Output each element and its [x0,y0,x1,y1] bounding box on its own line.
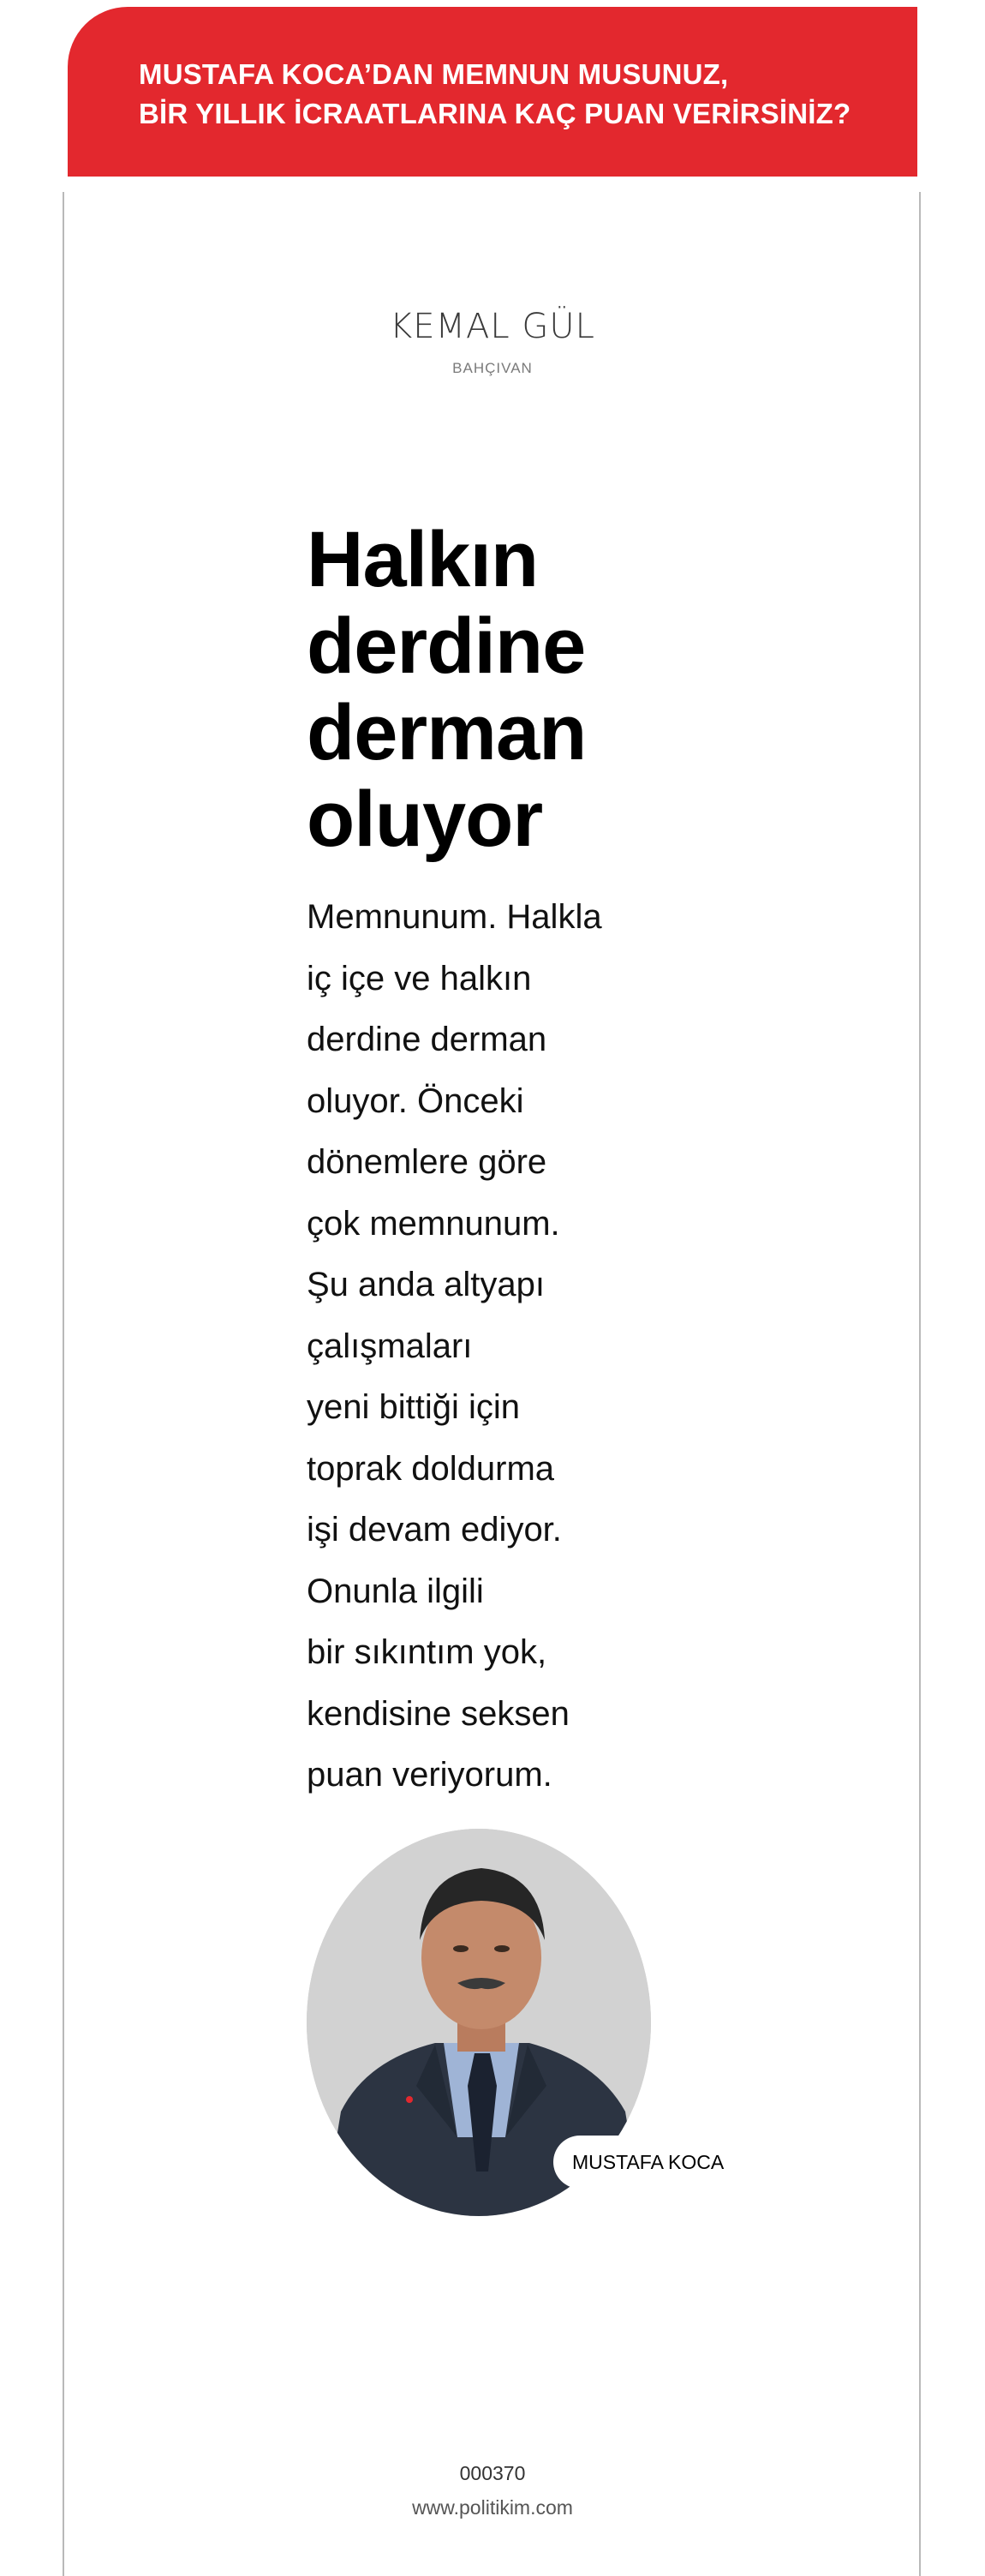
quote-line: oluyor. Önceki [307,1081,524,1120]
quote-line: iç içe ve halkın [307,959,532,997]
quote-line: işi devam ediyor. [307,1511,562,1549]
quote-line: bir sıkıntım yok, [307,1633,547,1671]
quote-line: Memnunum. Halkla [307,898,602,936]
quote-line: toprak doldurma [307,1449,555,1488]
respondent-name: KEMAL GÜL [390,307,595,346]
headline-line: derdine [307,602,586,690]
photo-caption: MUSTAFA KOCA [553,2136,743,2189]
quote-line: Şu anda altyapı [307,1266,545,1303]
frame-right-border [919,192,921,2576]
quote-line: çok memnunum. [307,1204,560,1243]
website-link[interactable]: www.politikim.com [412,2496,573,2519]
quote-body [307,887,735,1806]
question-header [68,7,917,177]
quote-line: puan veriyorum. [307,1756,552,1794]
headline-line: derman [307,689,587,776]
quote-line: çalışmaları [307,1327,473,1365]
page-code: 000370 [459,2462,526,2484]
headline-line: Halkın [307,516,539,603]
question-line-1: MUSTAFA KOCA’DAN MEMNUN MUSUNUZ, [139,58,729,90]
quote-line: derdine derman [307,1021,547,1058]
headline [307,517,735,863]
quote-line: dönemlere göre [307,1143,547,1181]
quote-line: kendisine seksen [307,1694,570,1733]
quote-line: yeni bittiği için [307,1388,521,1426]
question-line-2: BİR YILLIK İCRAATLARINA KAÇ PUAN VERİRSİNİZ? [139,98,851,129]
headline-line: oluyor [307,776,543,863]
respondent-occupation: BAHÇIVAN [452,360,533,376]
quote-line: Onunla ilgili [307,1572,484,1610]
frame-left-border [63,192,64,2576]
